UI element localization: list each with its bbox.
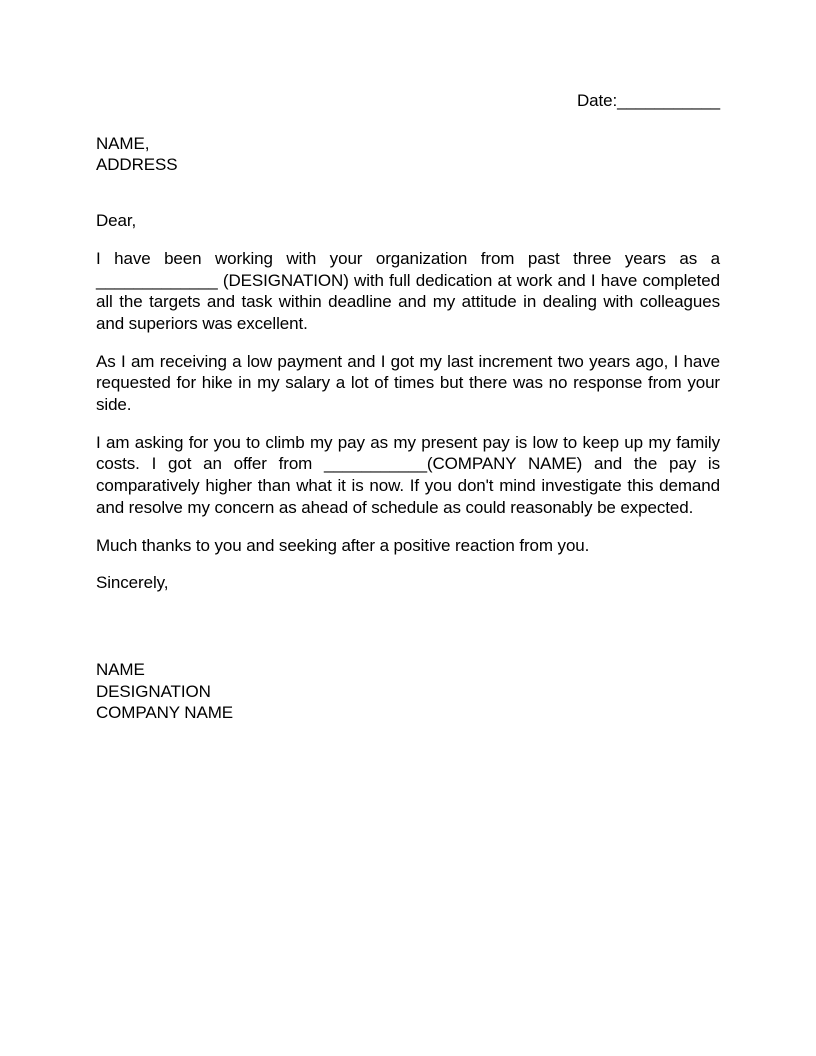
date-label: Date: bbox=[576, 91, 618, 110]
date-blank-line: ___________ bbox=[617, 91, 720, 110]
recipient-name: NAME, bbox=[96, 133, 150, 153]
paragraph-pay-raise-request: I am asking for you to climb my pay as my present pay is low to keep up my family costs. I got an offer from ___________(COMPANY NAME) and the pay is comparatively higher than what it is now. If you don't mind investigate this demand and resolve my concern as ahead of schedule as could reasonably be expected. bbox=[96, 432, 720, 517]
signature-company: COMPANY NAME bbox=[96, 703, 234, 723]
paragraph-low-payment: As I am receiving a low payment and I got my last increment two years ago, I have requested for hike in my salary a lot of times but there was no response from your side. bbox=[96, 351, 720, 415]
closing: Sincerely, bbox=[96, 573, 169, 593]
paragraph-thanks: Much thanks to you and seeking after a positive reaction from you. bbox=[96, 535, 590, 555]
recipient-block bbox=[96, 133, 720, 176]
paragraph-working-history: I have been working with your organization from past three years as a _____________ (DESIGNATION) with full dedication at work and I have completed all the targets and task within deadline and my attitude in dealing with colleagues and superiors was excellent. bbox=[96, 248, 720, 333]
signature-name: NAME bbox=[96, 659, 145, 679]
recipient-address: ADDRESS bbox=[96, 155, 178, 175]
signature-designation: DESIGNATION bbox=[96, 681, 211, 701]
date-line bbox=[96, 90, 720, 112]
signature-block bbox=[96, 659, 720, 724]
salutation: Dear, bbox=[96, 211, 137, 231]
